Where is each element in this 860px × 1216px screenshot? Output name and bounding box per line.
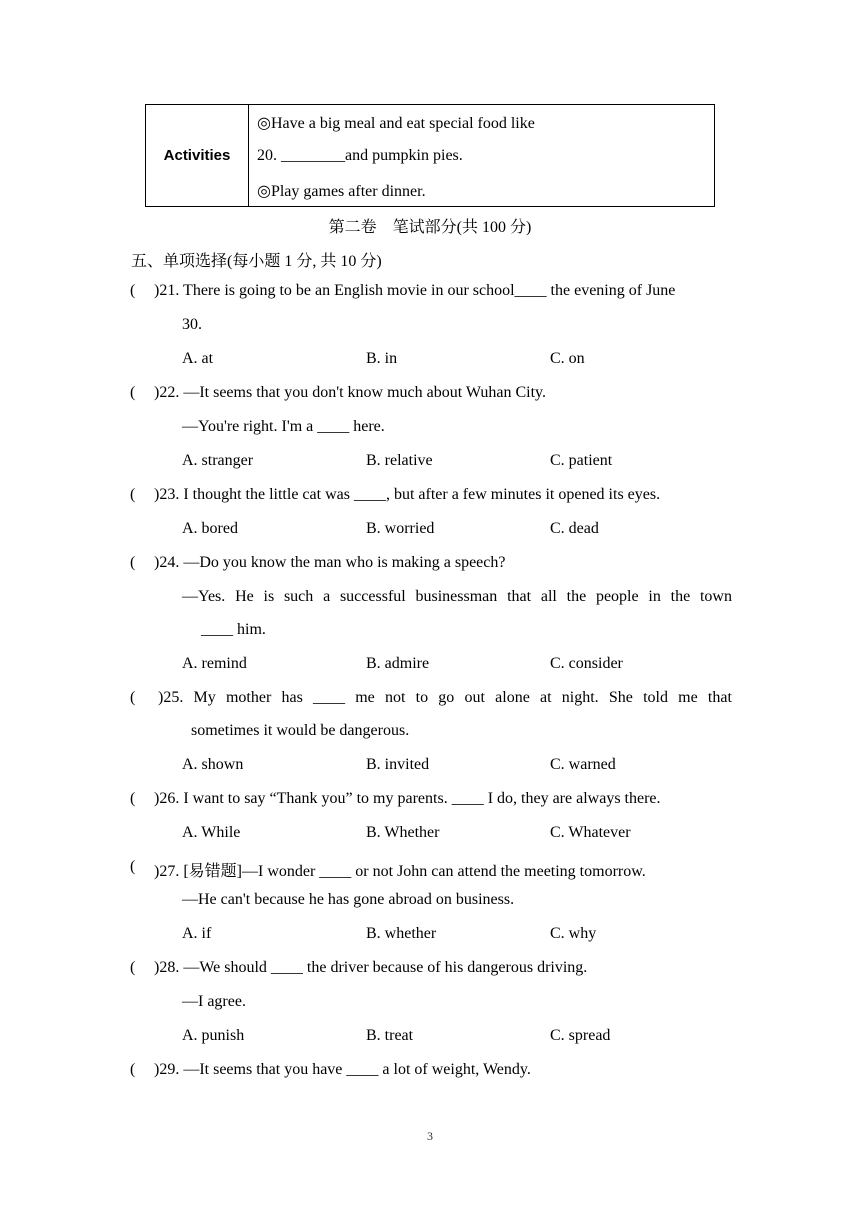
answer-paren: (: [130, 486, 136, 503]
word: the: [670, 588, 691, 605]
word: My: [193, 689, 216, 706]
question-stem-cont: —I agree.: [182, 993, 246, 1010]
word: not: [384, 689, 406, 706]
word: to: [415, 689, 429, 706]
option-b: B. worried: [366, 520, 435, 537]
question-stem: )26. I want to say “Thank you” to my parents. ____ I do, they are always there.: [154, 790, 661, 807]
word: told: [643, 689, 668, 706]
option-c: C. Whatever: [550, 824, 631, 841]
question-stem-cont: sometimes it would be dangerous.: [191, 722, 410, 739]
activity-line: ◎Have a big meal and eat special food like: [257, 115, 535, 132]
option-c: C. warned: [550, 756, 616, 773]
word: businessman: [415, 588, 498, 605]
word: people: [595, 588, 639, 605]
option-c: C. dead: [550, 520, 599, 537]
word: ____: [313, 689, 346, 706]
option-c: C. why: [550, 925, 597, 942]
option-a: A. if: [182, 925, 212, 942]
word: go: [438, 689, 455, 706]
word: )25.: [158, 689, 184, 706]
option-c: C. spread: [550, 1027, 611, 1044]
activity-line: ◎Play games after dinner.: [257, 183, 426, 200]
answer-paren: (: [130, 554, 136, 571]
word: at: [540, 689, 552, 706]
word: out: [464, 689, 485, 706]
question-stem: )22. —It seems that you don't know much about Wuhan City.: [154, 384, 546, 401]
part-title: 第二卷 笔试部分(共 100 分): [328, 219, 532, 236]
word: me: [355, 689, 375, 706]
option-b: B. invited: [366, 756, 430, 773]
word: He: [235, 588, 254, 605]
option-b: B. relative: [366, 452, 433, 469]
word: that: [707, 689, 732, 706]
word: night.: [561, 689, 599, 706]
question-stem-cont: —You're right. I'm a ____ here.: [182, 418, 385, 435]
option-b: B. treat: [366, 1027, 414, 1044]
option-a: A. bored: [182, 520, 238, 537]
option-a: A. punish: [182, 1027, 245, 1044]
question-stem-cont: ____ him.: [201, 621, 266, 638]
question-stem: )24. —Do you know the man who is making a speech?: [154, 554, 506, 571]
word: the: [566, 588, 587, 605]
answer-paren: (: [130, 689, 136, 706]
word: mother: [225, 689, 272, 706]
word: has: [281, 689, 303, 706]
answer-paren: (: [130, 282, 136, 299]
option-a: A. remind: [182, 655, 247, 672]
activity-line: 20. ________and pumpkin pies.: [257, 147, 463, 164]
activities-table: [145, 104, 715, 207]
option-c: C. patient: [550, 452, 613, 469]
option-a: A. shown: [182, 756, 244, 773]
word: such: [283, 588, 314, 605]
word: She: [608, 689, 633, 706]
page-number: 3: [427, 1129, 433, 1143]
question-stem: )27. [易错题]—I wonder ____ or not John can attend the meeting tomorrow.: [154, 863, 646, 880]
word: a: [323, 588, 331, 605]
option-b: B. Whether: [366, 824, 440, 841]
option-a: A. While: [182, 824, 241, 841]
option-a: A. at: [182, 350, 214, 367]
word: town: [699, 588, 732, 605]
answer-paren: (: [130, 1061, 136, 1078]
word: successful: [339, 588, 406, 605]
option-a: A. stranger: [182, 452, 254, 469]
word: me: [678, 689, 698, 706]
question-stem: )28. —We should ____ the driver because of his dangerous driving.: [154, 959, 588, 976]
answer-paren: (: [130, 959, 136, 976]
question-stem-justified: [182, 588, 732, 606]
option-c: C. consider: [550, 655, 623, 672]
answer-paren: (: [130, 858, 136, 875]
word: that: [507, 588, 532, 605]
word: in: [648, 588, 661, 605]
word: —Yes.: [182, 588, 226, 605]
answer-paren: (: [130, 790, 136, 807]
question-stem-justified: [158, 689, 732, 707]
activities-content: [249, 105, 714, 206]
section-title: 五、单项选择(每小题 1 分, 共 10 分): [131, 253, 382, 270]
question-stem: )23. I thought the little cat was ____, but after a few minutes it opened its eyes.: [154, 486, 661, 503]
question-stem: )21. There is going to be an English movie in our school____ the evening of June: [154, 282, 676, 299]
question-stem: )29. —It seems that you have ____ a lot of weight, Wendy.: [154, 1061, 531, 1078]
answer-paren: (: [130, 384, 136, 401]
word: alone: [495, 689, 530, 706]
option-b: B. in: [366, 350, 398, 367]
option-b: B. whether: [366, 925, 437, 942]
activities-label: Activities: [146, 105, 249, 206]
question-stem-cont: —He can't because he has gone abroad on business.: [182, 891, 515, 908]
option-b: B. admire: [366, 655, 430, 672]
word: all: [540, 588, 557, 605]
question-stem-cont: 30.: [182, 316, 202, 333]
option-c: C. on: [550, 350, 585, 367]
word: is: [263, 588, 275, 605]
